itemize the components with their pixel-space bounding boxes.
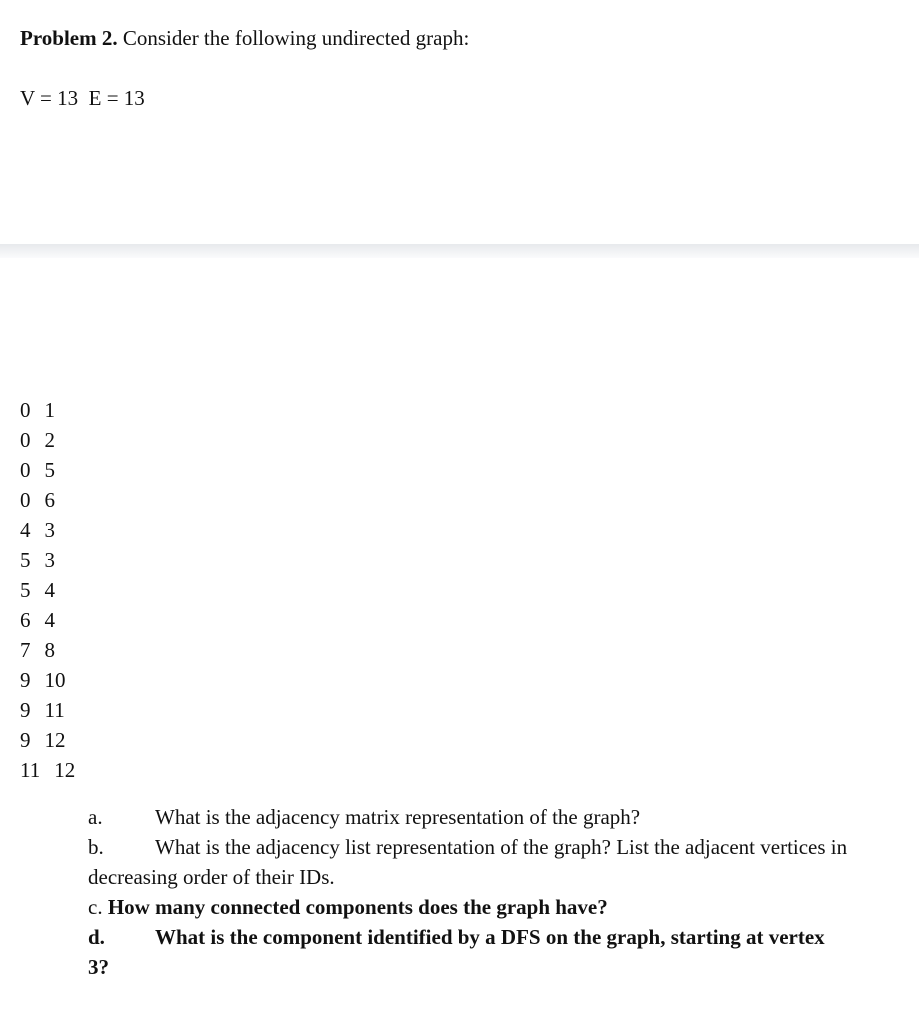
question-text: How many connected components does the graph have? (107, 895, 608, 919)
edge-from-vertex: 0 (20, 398, 31, 422)
edge-from-vertex: 11 (20, 758, 41, 782)
edge-row (20, 425, 75, 455)
edge-from-vertex: 7 (20, 638, 31, 662)
edge-row (20, 755, 75, 785)
edge-to-vertex: 12 (44, 728, 66, 752)
edge-to-vertex: 12 (54, 758, 76, 782)
edge-to-vertex: 5 (44, 458, 55, 482)
edge-to-vertex: 8 (44, 638, 55, 662)
edge-from-vertex: 0 (20, 428, 31, 452)
question-text: What is the component identified by a DFS on the graph, starting at vertex (155, 925, 825, 949)
edge-to-vertex: 3 (44, 518, 55, 542)
question-text: 3? (88, 955, 109, 979)
edge-from-vertex: 4 (20, 518, 31, 542)
edge-to-vertex: 2 (44, 428, 55, 452)
edge-row (20, 575, 75, 605)
edge-list (20, 395, 75, 785)
edge-to-vertex: 3 (44, 548, 55, 572)
edge-row (20, 485, 75, 515)
edge-to-vertex: 11 (44, 698, 65, 722)
problem-number: Problem 2. (20, 26, 118, 50)
edge-to-vertex: 6 (44, 488, 55, 512)
vertex-count: V = 13 (20, 86, 79, 110)
question-marker: c. (88, 895, 103, 919)
edge-row (20, 545, 75, 575)
question-d-continued (88, 952, 908, 982)
question-b-continued (88, 862, 908, 892)
problem-heading (20, 24, 469, 52)
edge-from-vertex: 0 (20, 458, 31, 482)
edge-from-vertex: 9 (20, 698, 31, 722)
edge-from-vertex: 6 (20, 608, 31, 632)
edge-row (20, 725, 75, 755)
edge-from-vertex: 0 (20, 488, 31, 512)
edge-to-vertex: 4 (44, 608, 55, 632)
edge-from-vertex: 5 (20, 548, 31, 572)
edge-row (20, 665, 75, 695)
question-d (88, 922, 908, 952)
edge-to-vertex: 10 (44, 668, 66, 692)
question-text: What is the adjacency matrix representation of the graph? (155, 805, 641, 829)
edge-row (20, 635, 75, 665)
problem-intro: Consider the following undirected graph: (117, 26, 470, 50)
edge-row (20, 695, 75, 725)
question-marker: b. (88, 835, 104, 859)
edge-row (20, 395, 75, 425)
edge-from-vertex: 9 (20, 728, 31, 752)
edge-from-vertex: 9 (20, 668, 31, 692)
question-list (88, 802, 908, 982)
question-a (88, 802, 908, 832)
edge-row (20, 605, 75, 635)
edge-to-vertex: 4 (44, 578, 55, 602)
edge-to-vertex: 1 (44, 398, 55, 422)
edge-row (20, 515, 75, 545)
edge-from-vertex: 5 (20, 578, 31, 602)
graph-counts (20, 84, 145, 112)
edge-count: E = 13 (88, 86, 145, 110)
section-divider (0, 244, 919, 258)
question-text: decreasing order of their IDs. (88, 865, 335, 889)
question-text: What is the adjacency list representation of the graph? List the adjacent vertices in (155, 835, 848, 859)
question-c (88, 892, 908, 922)
question-marker: d. (88, 925, 105, 949)
edge-row (20, 455, 75, 485)
question-b (88, 832, 908, 862)
question-marker: a. (88, 805, 103, 829)
